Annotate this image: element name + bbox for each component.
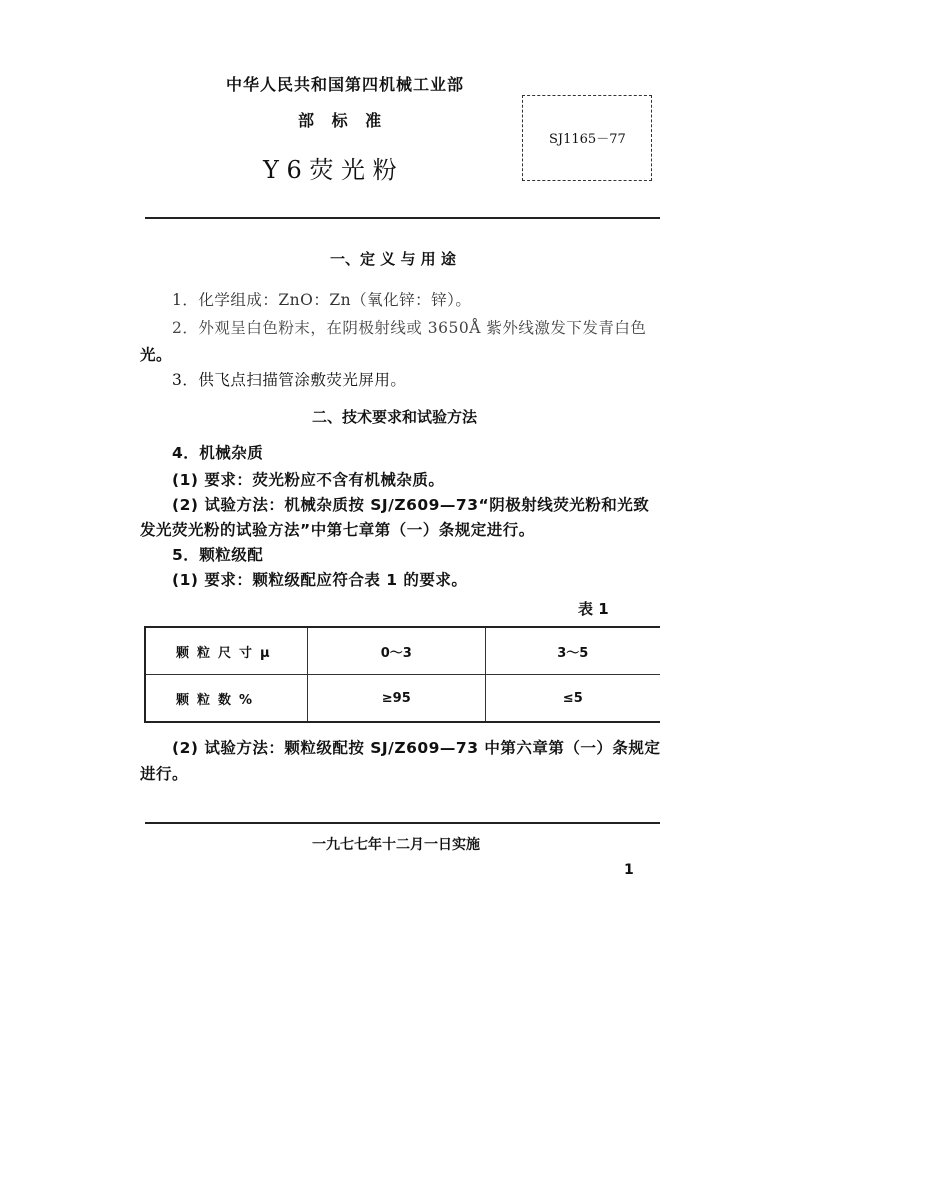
- standard-type: 部 标 准: [298, 111, 388, 130]
- item-4-requirement: (1) 要求：荧光粉应不含有机械杂质。: [172, 471, 445, 489]
- item-5-requirement: (1) 要求：颗粒级配应符合表 1 的要求。: [172, 571, 468, 589]
- table-cell: ≥95: [308, 675, 486, 723]
- table-caption: 表 1: [578, 600, 609, 618]
- ministry-name: 中华人民共和国第四机械工业部: [226, 75, 465, 94]
- item-2: 2．外观呈白色粉末，在阴极射线或 3650Å 紫外线激发下发青白色: [172, 319, 647, 337]
- effective-date: 一九七七年十二月一日实施: [312, 837, 480, 853]
- item-5-test: (2) 试验方法：颗粒级配按 SJ/Z609—73 中第六章第（一）条规定: [172, 739, 661, 757]
- particle-size-table: [144, 626, 660, 723]
- table-cell: 颗粒尺寸μ: [145, 627, 308, 675]
- table-cell: 0～3: [308, 627, 486, 675]
- footer-rule: [145, 822, 660, 824]
- header-rule: [145, 217, 660, 219]
- section2-heading: 二、技术要求和试验方法: [312, 408, 478, 426]
- table-row: [145, 675, 660, 723]
- item-4: 4．机械杂质: [172, 444, 264, 462]
- item-4-test: (2) 试验方法：机械杂质按 SJ/Z609—73“阴极射线荧光粉和光致: [172, 496, 650, 514]
- item-1: 1．化学组成：ZnO：Zn（氧化锌：锌）。: [172, 291, 472, 309]
- table-row: [145, 627, 660, 675]
- table-cell: 3～5: [485, 627, 660, 675]
- item-4-test-cont: 发光荧光粉的试验方法”中第七章第（一）条规定进行。: [140, 521, 535, 539]
- section1-heading: 一、定 义 与 用 途: [330, 250, 456, 268]
- page-number: 1: [624, 862, 634, 878]
- item-3: 3．供飞点扫描管涂敷荧光屏用。: [172, 371, 407, 389]
- document-title: Y 6 荧 光 粉: [263, 156, 397, 184]
- item-5-test-cont: 进行。: [140, 765, 189, 783]
- item-2-cont: 光。: [140, 346, 173, 364]
- table-cell: 颗粒数%: [145, 675, 308, 723]
- table-cell: ≤5: [485, 675, 660, 723]
- standard-code: SJ1165－77: [549, 132, 626, 147]
- standard-code-box: [522, 95, 652, 181]
- item-5: 5．颗粒级配: [172, 546, 264, 564]
